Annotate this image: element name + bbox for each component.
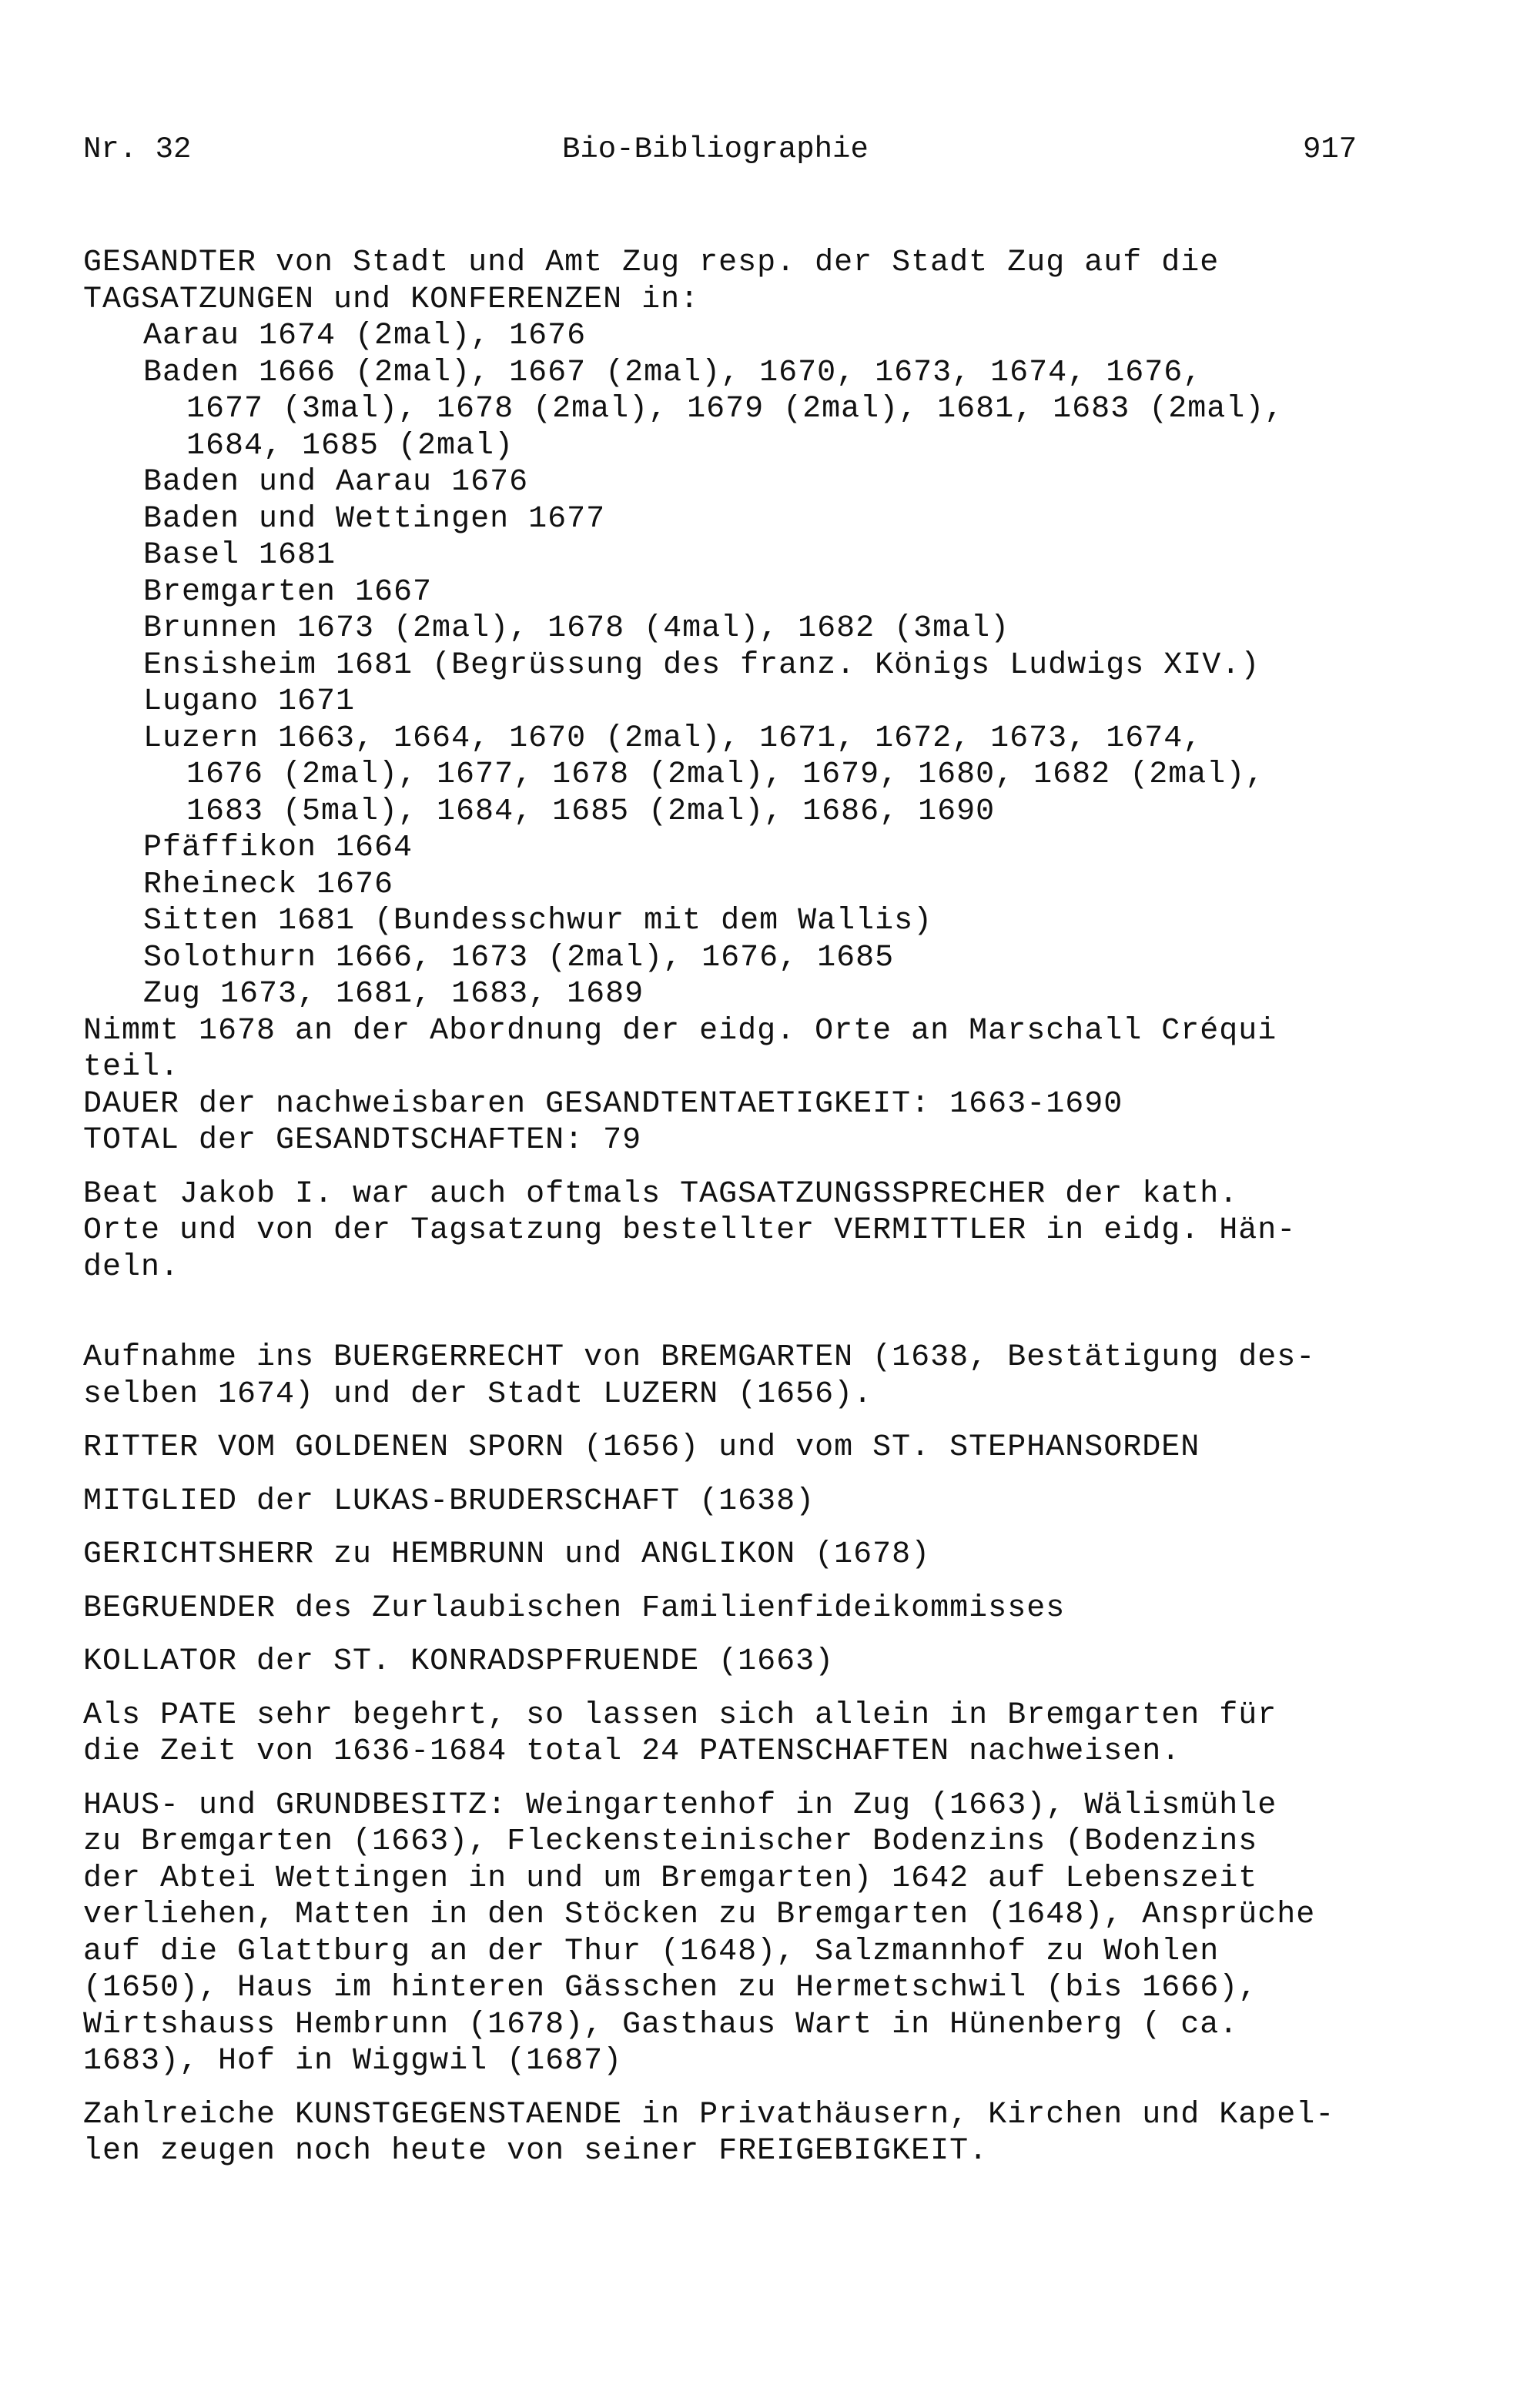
entry-continuation: 1683 (5mal), 1684, 1685 (2mal), 1686, 1690 bbox=[186, 794, 996, 829]
entry-line: Luzern 1663, 1664, 1670 (2mal), 1671, 1672, 1673, 1674, bbox=[143, 721, 1203, 756]
entry-line: Basel 1681 bbox=[143, 538, 336, 573]
text-line: DAUER der nachweisbaren GESANDTENTAETIGKEIT: 1663-1690 bbox=[83, 1086, 1123, 1122]
intro-line: GESANDTER von Stadt und Amt Zug resp. der Stadt Zug auf die bbox=[83, 246, 1220, 280]
text-line: Nimmt 1678 an der Abordnung der eidg. Orte an Marschall Créqui bbox=[83, 1013, 1277, 1048]
intro-line: TAGSATZUNGEN und KONFERENZEN in: bbox=[83, 282, 700, 317]
paragraph-line: Zahlreiche KUNSTGEGENSTAENDE in Privathäusern, Kirchen und Kapel- bbox=[83, 2097, 1335, 2132]
entry-line: Bremgarten 1667 bbox=[143, 574, 433, 610]
paragraph-line: Beat Jakob I. war auch oftmals TAGSATZUNGSSPRECHER der kath. bbox=[83, 1176, 1239, 1212]
paragraph-line: verliehen, Matten in den Stöcken zu Bremgarten (1648), Ansprüche bbox=[83, 1898, 1316, 1932]
paragraph-line: len zeugen noch heute von seiner FREIGEBIGKEIT. bbox=[83, 2134, 989, 2169]
entry-line: Lugano 1671 bbox=[143, 684, 356, 719]
entry-line: Ensisheim 1681 (Begrüssung des franz. Königs Ludwigs XIV.) bbox=[143, 647, 1260, 683]
paragraph-line: 1683), Hof in Wiggwil (1687) bbox=[83, 2044, 623, 2079]
page-body bbox=[83, 245, 1485, 2170]
paragraph-line: die Zeit von 1636-1684 total 24 PATENSCHAFTEN nachweisen. bbox=[83, 1734, 1181, 1769]
text-line: teil. bbox=[83, 1050, 180, 1085]
paragraph-line: RITTER VOM GOLDENEN SPORN (1656) und vom ST. STEPHANSORDEN bbox=[83, 1430, 1200, 1465]
entry-continuation: 1676 (2mal), 1677, 1678 (2mal), 1679, 1680, 1682 (2mal), bbox=[186, 758, 1265, 792]
paragraph-line: (1650), Haus im hinteren Gässchen zu Hermetschwil (bis 1666), bbox=[83, 1971, 1258, 2005]
page-number: 917 bbox=[1303, 132, 1358, 166]
entry-line: Aarau 1674 (2mal), 1676 bbox=[143, 319, 587, 353]
paragraph-line: auf die Glattburg an der Thur (1648), Salzmannhof zu Wohlen bbox=[83, 1934, 1220, 1969]
entry-line: Brunnen 1673 (2mal), 1678 (4mal), 1682 (3mal) bbox=[143, 611, 1010, 646]
text-line: TOTAL der GESANDTSCHAFTEN: 79 bbox=[83, 1123, 642, 1158]
entry-line: Rheineck 1676 bbox=[143, 867, 394, 902]
paragraph-line: Wirtshauss Hembrunn (1678), Gasthaus Wart in Hünenberg ( ca. bbox=[83, 2007, 1239, 2042]
paragraph-line: selben 1674) und der Stadt LUZERN (1656). bbox=[83, 1376, 873, 1412]
entry-continuation: 1677 (3mal), 1678 (2mal), 1679 (2mal), 1681, 1683 (2mal), bbox=[186, 392, 1284, 426]
entry-line: Baden und Aarau 1676 bbox=[143, 465, 529, 500]
paragraph-line: HAUS- und GRUNDBESITZ: Weingartenhof in Zug (1663), Wälismühle bbox=[83, 1788, 1277, 1823]
paragraph-line: GERICHTSHERR zu HEMBRUNN und ANGLIKON (1678) bbox=[83, 1537, 931, 1572]
header-title: Bio-Bibliographie bbox=[562, 132, 869, 166]
paragraph-line: der Abtei Wettingen in und um Bremgarten) 1642 auf Lebenszeit bbox=[83, 1861, 1258, 1896]
entry-line: Zug 1673, 1681, 1683, 1689 bbox=[143, 977, 644, 1012]
running-header bbox=[83, 132, 1392, 179]
paragraph-line: Orte und von der Tagsatzung bestellter VERMITTLER in eidg. Hän- bbox=[83, 1213, 1297, 1248]
paragraph-line: Als PATE sehr begehrt, so lassen sich allein in Bremgarten für bbox=[83, 1697, 1277, 1733]
paragraph-line: Aufnahme ins BUERGERRECHT von BREMGARTEN (1638, Bestätigung des- bbox=[83, 1340, 1316, 1375]
entry-line: Pfäffikon 1664 bbox=[143, 831, 413, 865]
entry-line: Baden 1666 (2mal), 1667 (2mal), 1670, 1673, 1674, 1676, bbox=[143, 355, 1203, 390]
paragraph-line: zu Bremgarten (1663), Fleckensteinischer Bodenzins (Bodenzins bbox=[83, 1824, 1258, 1859]
paragraph-line: MITGLIED der LUKAS-BRUDERSCHAFT (1638) bbox=[83, 1483, 815, 1519]
paragraph-line: deln. bbox=[83, 1249, 180, 1285]
entry-line: Sitten 1681 (Bundesschwur mit dem Wallis) bbox=[143, 904, 933, 938]
entry-line: Solothurn 1666, 1673 (2mal), 1676, 1685 bbox=[143, 940, 895, 975]
header-number: Nr. 32 bbox=[83, 132, 192, 166]
entry-line: Baden und Wettingen 1677 bbox=[143, 501, 606, 537]
paragraph-line: KOLLATOR der ST. KONRADSPFRUENDE (1663) bbox=[83, 1644, 835, 1679]
entry-continuation: 1684, 1685 (2mal) bbox=[186, 428, 514, 463]
paragraph-line: BEGRUENDER des Zurlaubischen Familienfideikommisses bbox=[83, 1590, 1066, 1626]
